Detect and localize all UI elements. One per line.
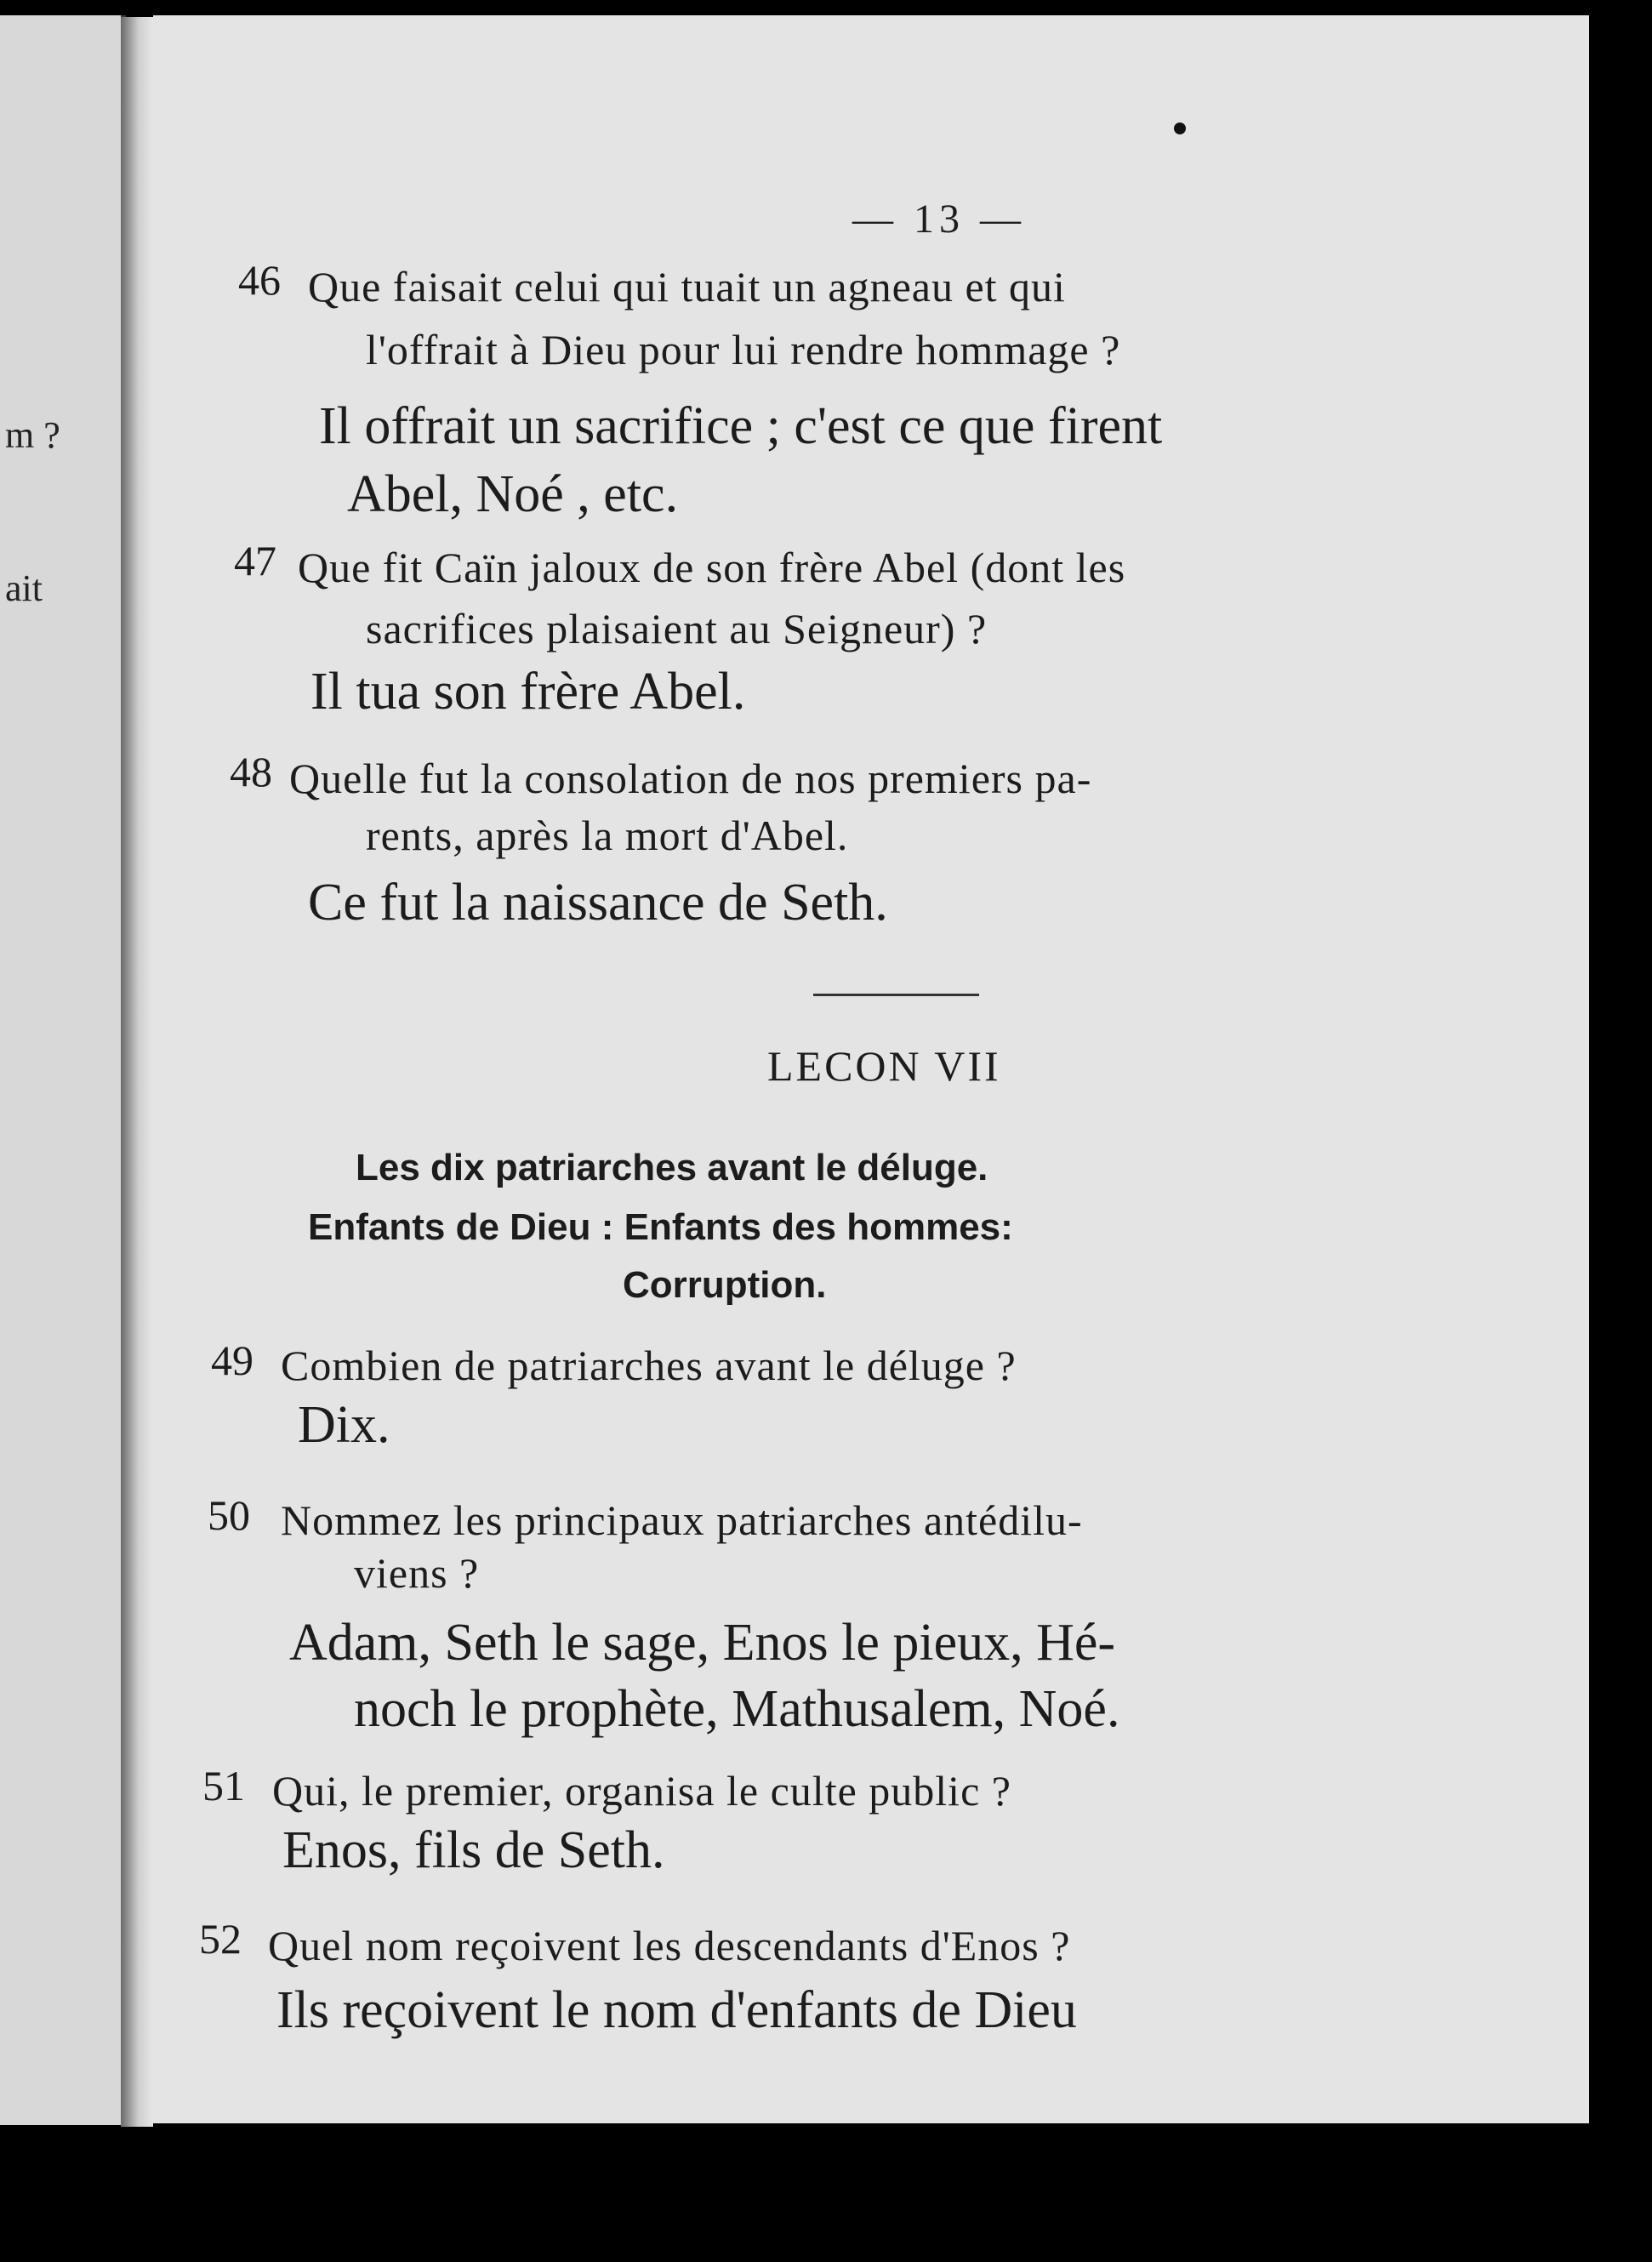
question-text: Combien de patriarches avant le déluge ? xyxy=(281,1342,1017,1389)
lesson-subtitle: Corruption. xyxy=(623,1264,827,1306)
question-number: 52 xyxy=(199,1915,242,1963)
question-text: sacrifices plaisaient au Seigneur) ? xyxy=(366,605,988,652)
page-number: — 13 — xyxy=(852,197,1026,242)
book-spine xyxy=(121,17,153,2127)
question-text: Que fit Caïn jaloux de son frère Abel (dont les xyxy=(298,544,1126,591)
answer-text: Abel, Noé , etc. xyxy=(347,465,679,523)
section-divider xyxy=(813,994,979,996)
left-page-fragment: ait xyxy=(5,567,43,609)
question-text: Nommez les principaux patriarches antédilu- xyxy=(281,1496,1083,1544)
answer-text: Enos, fils de Seth. xyxy=(282,1821,665,1879)
ink-dot xyxy=(1174,123,1186,134)
lesson-title: LECON VII xyxy=(767,1042,1001,1090)
left-page-fragment: m ? xyxy=(5,414,60,456)
question-number: 49 xyxy=(211,1336,253,1384)
answer-text: Adam, Seth le sage, Enos le pieux, Hé- xyxy=(289,1614,1116,1672)
question-number: 51 xyxy=(202,1762,245,1809)
question-number: 46 xyxy=(238,256,281,304)
question-text: Que faisait celui qui tuait un agneau et qui xyxy=(308,263,1066,311)
question-text: Qui, le premier, organisa le culte public ? xyxy=(272,1767,1011,1815)
answer-text: Dix. xyxy=(298,1396,390,1454)
question-number: 50 xyxy=(208,1491,250,1539)
book-page xyxy=(153,15,1589,2123)
answer-text: Il offrait un sacrifice ; c'est ce que firent xyxy=(319,397,1163,455)
question-number: 48 xyxy=(230,748,272,795)
answer-text: noch le prophète, Mathusalem, Noé. xyxy=(354,1680,1120,1738)
answer-text: Il tua son frère Abel. xyxy=(310,663,746,721)
answer-text: Ce fut la naissance de Seth. xyxy=(308,874,888,932)
answer-text: Ils reçoivent le nom d'enfants de Dieu xyxy=(276,1981,1077,2039)
question-text: rents, après la mort d'Abel. xyxy=(366,812,849,859)
question-text: Quel nom reçoivent les descendants d'Enos ? xyxy=(268,1922,1071,1969)
lesson-subtitle: Les dix patriarches avant le déluge. xyxy=(356,1147,988,1188)
question-number: 47 xyxy=(234,537,276,584)
lesson-subtitle: Enfants de Dieu : Enfants des hommes: xyxy=(308,1206,1013,1248)
left-page-edge xyxy=(0,15,126,2125)
question-text: Quelle fut la consolation de nos premiers pa- xyxy=(289,755,1092,802)
question-text: l'offrait à Dieu pour lui rendre hommage ? xyxy=(366,326,1121,373)
question-text: viens ? xyxy=(354,1549,480,1597)
